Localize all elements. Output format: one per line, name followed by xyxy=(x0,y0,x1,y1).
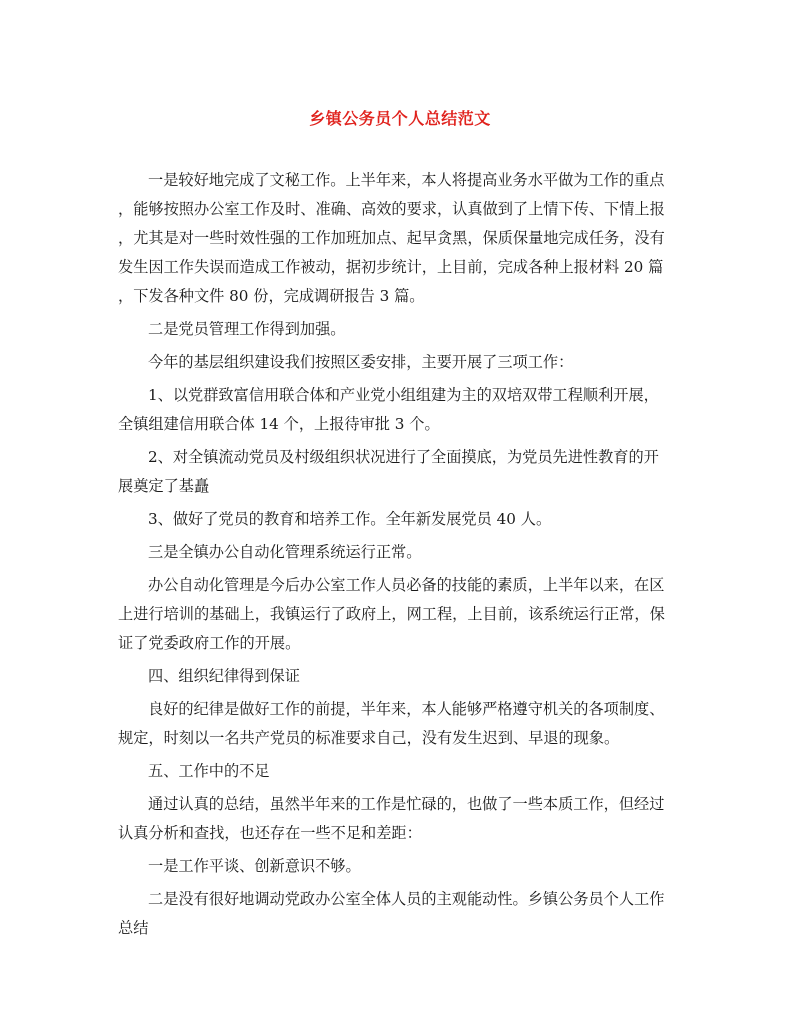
text-line: 良好的纪律是做好工作的前提，半年来，本人能够严格遵守机关的各项制度、 xyxy=(148,700,665,718)
text-line: 五、工作中的不足 xyxy=(148,762,270,780)
text-line: 办公自动化管理是今后办公室工作人员必备的技能的素质，上半年以来，在区 xyxy=(148,576,665,594)
paragraph xyxy=(118,348,686,377)
document-title: 乡镇公务员个人总结范文 xyxy=(309,109,491,128)
text-line: 二是党员管理工作得到加强。 xyxy=(148,320,346,338)
paragraph xyxy=(118,790,686,848)
paragraph xyxy=(118,695,686,753)
document-body xyxy=(118,166,686,947)
text-line: 一是工作平谈、创新意识不够。 xyxy=(148,857,361,875)
text-line: 认真分析和查找，也还存在一些不足和差距： xyxy=(118,824,422,842)
paragraph xyxy=(118,757,686,786)
paragraph xyxy=(118,852,686,881)
text-line: ，下发各种文件 80 份，完成调研报告 3 篇。 xyxy=(118,287,425,305)
text-line: 四、组织纪律得到保证 xyxy=(148,667,300,685)
text-line: 发生因工作失误而造成工作被动，据初步统计，上目前，完成各种上报材料 20 篇 xyxy=(118,258,664,276)
text-line: 规定，时刻以一名共产党员的标准要求自己，没有发生迟到、早退的现象。 xyxy=(118,729,620,747)
paragraph xyxy=(118,571,686,658)
text-line: ，尤其是对一些时效性强的工作加班加点、起早贪黑，保质保量地完成任务，没有 xyxy=(118,229,665,247)
text-line: 通过认真的总结，虽然半年来的工作是忙碌的，也做了一些本质工作，但经过 xyxy=(148,795,665,813)
text-line: 3、做好了党员的教育和培养工作。全年新发展党员 40 人。 xyxy=(148,510,552,528)
paragraph xyxy=(118,381,686,439)
text-line: 今年的基层组织建设我们按照区委安排，主要开展了三项工作： xyxy=(148,353,574,371)
paragraph xyxy=(118,315,686,344)
text-line: 2、对全镇流动党员及村级组织状况进行了全面摸底，为党员先进性教育的开 xyxy=(148,448,659,466)
text-line: ，能够按照办公室工作及时、准确、高效的要求，认真做到了上情下传、下情上报 xyxy=(118,200,665,218)
paragraph xyxy=(118,443,686,501)
text-line: 展奠定了基矗 xyxy=(118,477,210,495)
paragraph xyxy=(118,885,686,943)
paragraph xyxy=(118,538,686,567)
paragraph xyxy=(118,505,686,534)
text-line: 一是较好地完成了文秘工作。上半年来，本人将提高业务水平做为工作的重点 xyxy=(148,171,665,189)
paragraph xyxy=(118,166,686,311)
text-line: 二是没有很好地调动党政办公室全体人员的主观能动性。乡镇公务员个人工作 xyxy=(148,890,665,908)
paragraph xyxy=(118,662,686,691)
text-line: 全镇组建信用联合体 14 个，上报待审批 3 个。 xyxy=(118,415,440,433)
text-line: 三是全镇办公自动化管理系统运行正常。 xyxy=(148,543,422,561)
text-line: 上进行培训的基础上，我镇运行了政府上，网工程，上目前，该系统运行正常，保 xyxy=(118,605,665,623)
text-line: 总结 xyxy=(118,919,149,937)
text-line: 证了党委政府工作的开展。 xyxy=(118,634,301,652)
text-line: 1、以党群致富信用联合体和产业党小组组建为主的双培双带工程顺利开展， xyxy=(148,386,659,404)
